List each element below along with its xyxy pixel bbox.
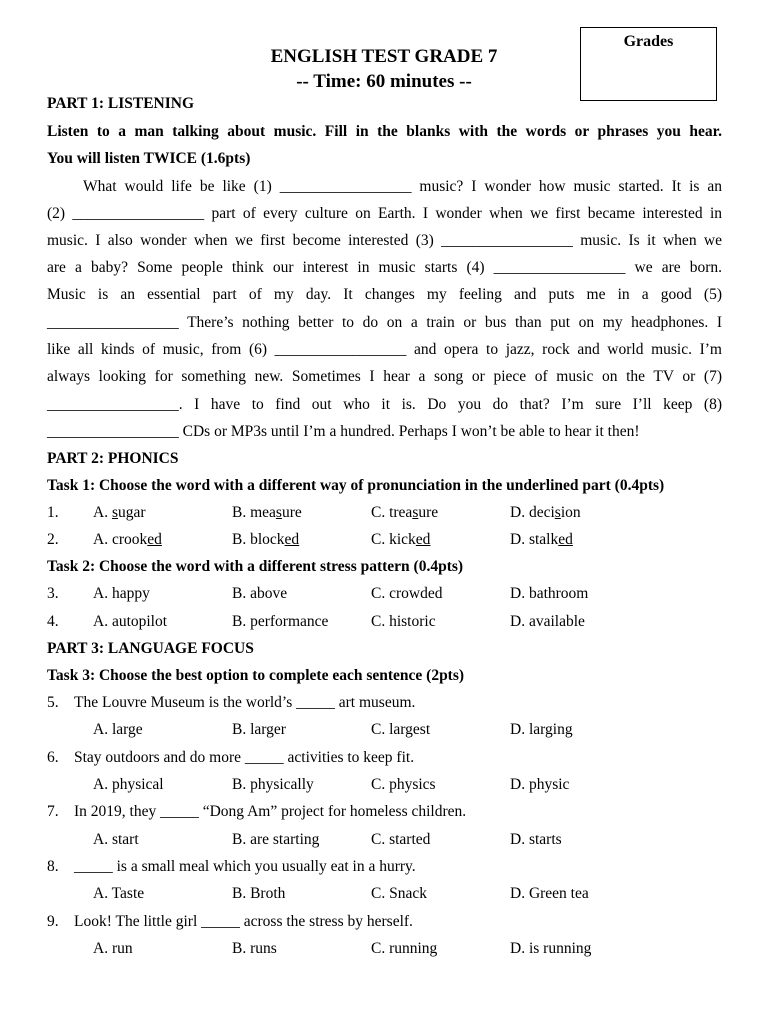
question-text: In 2019, they _____ “Dong Am” project for homeless children. bbox=[74, 803, 467, 820]
passage-line: _________________ CDs or MP3s until I’m a hundred. Perhaps I won’t be able to hear it then! bbox=[47, 423, 640, 440]
option-d: D. is running bbox=[510, 940, 592, 957]
option-c: C. treasure bbox=[371, 504, 439, 521]
option-c: C. running bbox=[371, 940, 438, 957]
option-a: A. large bbox=[93, 721, 143, 738]
passage-line: are a baby? Some people think our interest in music starts (4) _________________ we are born. bbox=[47, 259, 722, 276]
question-text: _____ is a small meal which you usually eat in a hurry. bbox=[74, 858, 416, 875]
part1-instruction-1: Listen to a man talking about music. Fill in the blanks with the words or phrases you hear. bbox=[47, 123, 722, 140]
test-time: -- Time: 60 minutes -- bbox=[296, 71, 472, 92]
option-c: C. Snack bbox=[371, 885, 427, 902]
option-b: B. measure bbox=[232, 504, 302, 521]
option-b: B. performance bbox=[232, 613, 329, 630]
option-c: C. started bbox=[371, 831, 431, 848]
option-b: B. above bbox=[232, 585, 288, 602]
question-number: 1. bbox=[47, 504, 59, 521]
option-a: A. sugar bbox=[93, 504, 146, 521]
passage-line: always looking for something new. Sometimes I hear a song or piece of music on the TV or (7) bbox=[47, 368, 722, 385]
part3-heading: PART 3: LANGUAGE FOCUS bbox=[47, 640, 254, 657]
question-number: 2. bbox=[47, 531, 59, 548]
option-b: B. blocked bbox=[232, 531, 300, 548]
question-text: Look! The little girl _____ across the stress by herself. bbox=[74, 913, 413, 930]
option-d: D. bathroom bbox=[510, 585, 589, 602]
option-a: A. start bbox=[93, 831, 139, 848]
option-c: C. largest bbox=[371, 721, 431, 738]
option-d: D. starts bbox=[510, 831, 562, 848]
part2-heading: PART 2: PHONICS bbox=[47, 450, 179, 467]
passage-line: music. I also wonder when we first become interested (3) _________________ music. Is it when we bbox=[47, 232, 722, 249]
option-b: B. Broth bbox=[232, 885, 286, 902]
option-c: C. kicked bbox=[371, 531, 431, 548]
option-d: D. available bbox=[510, 613, 585, 630]
question-text: Stay outdoors and do more _____ activities to keep fit. bbox=[74, 749, 415, 766]
option-b: B. larger bbox=[232, 721, 286, 738]
option-a: A. crooked bbox=[93, 531, 162, 548]
option-a: A. physical bbox=[93, 776, 164, 793]
part1-instruction-2: You will listen TWICE (1.6pts) bbox=[47, 150, 251, 167]
passage-line: _________________. I have to find out who it is. Do you do that? I’m sure I’ll keep (8) bbox=[47, 396, 722, 413]
option-a: A. Taste bbox=[93, 885, 145, 902]
grades-label: Grades bbox=[623, 33, 674, 50]
question-number: 6. bbox=[47, 749, 59, 766]
option-b: B. physically bbox=[232, 776, 314, 793]
option-a: A. run bbox=[93, 940, 133, 957]
part1-heading: PART 1: LISTENING bbox=[47, 95, 195, 112]
option-c: C. crowded bbox=[371, 585, 443, 602]
passage-line: like all kinds of music, from (6) _________________ and opera to jazz, rock and world music. I’m bbox=[47, 341, 722, 358]
option-a: A. autopilot bbox=[93, 613, 168, 630]
option-d: D. stalked bbox=[510, 531, 573, 548]
option-d: D. larging bbox=[510, 721, 573, 738]
passage-line: Music is an essential part of my day. It changes my feeling and puts me in a good (5) bbox=[47, 286, 722, 303]
option-d: D. Green tea bbox=[510, 885, 589, 902]
option-c: C. physics bbox=[371, 776, 436, 793]
option-d: D. decision bbox=[510, 504, 581, 521]
passage-line: _________________ There’s nothing better to do on a train or bus than put on my headphones. I bbox=[47, 314, 722, 331]
question-number: 8. bbox=[47, 858, 59, 875]
question-number: 5. bbox=[47, 694, 59, 711]
question-text: The Louvre Museum is the world’s _____ art museum. bbox=[74, 694, 416, 711]
task3-instruction: Task 3: Choose the best option to complete each sentence (2pts) bbox=[47, 667, 465, 684]
question-number: 4. bbox=[47, 613, 59, 630]
option-d: D. physic bbox=[510, 776, 570, 793]
question-number: 9. bbox=[47, 913, 59, 930]
passage-line: (2) _________________ part of every culture on Earth. I wonder when we first became interested in bbox=[47, 205, 722, 222]
option-a: A. happy bbox=[93, 585, 150, 602]
task2-instruction: Task 2: Choose the word with a different stress pattern (0.4pts) bbox=[47, 558, 464, 575]
passage-line: What would life be like (1) _________________ music? I wonder how music started. It is an bbox=[83, 178, 722, 195]
option-c: C. historic bbox=[371, 613, 436, 630]
question-number: 7. bbox=[47, 803, 59, 820]
question-number: 3. bbox=[47, 585, 59, 602]
option-b: B. are starting bbox=[232, 831, 320, 848]
task1-instruction: Task 1: Choose the word with a different way of pronunciation in the underlined part (0.4pts) bbox=[47, 477, 665, 494]
test-title: ENGLISH TEST GRADE 7 bbox=[270, 46, 498, 67]
option-b: B. runs bbox=[232, 940, 277, 957]
